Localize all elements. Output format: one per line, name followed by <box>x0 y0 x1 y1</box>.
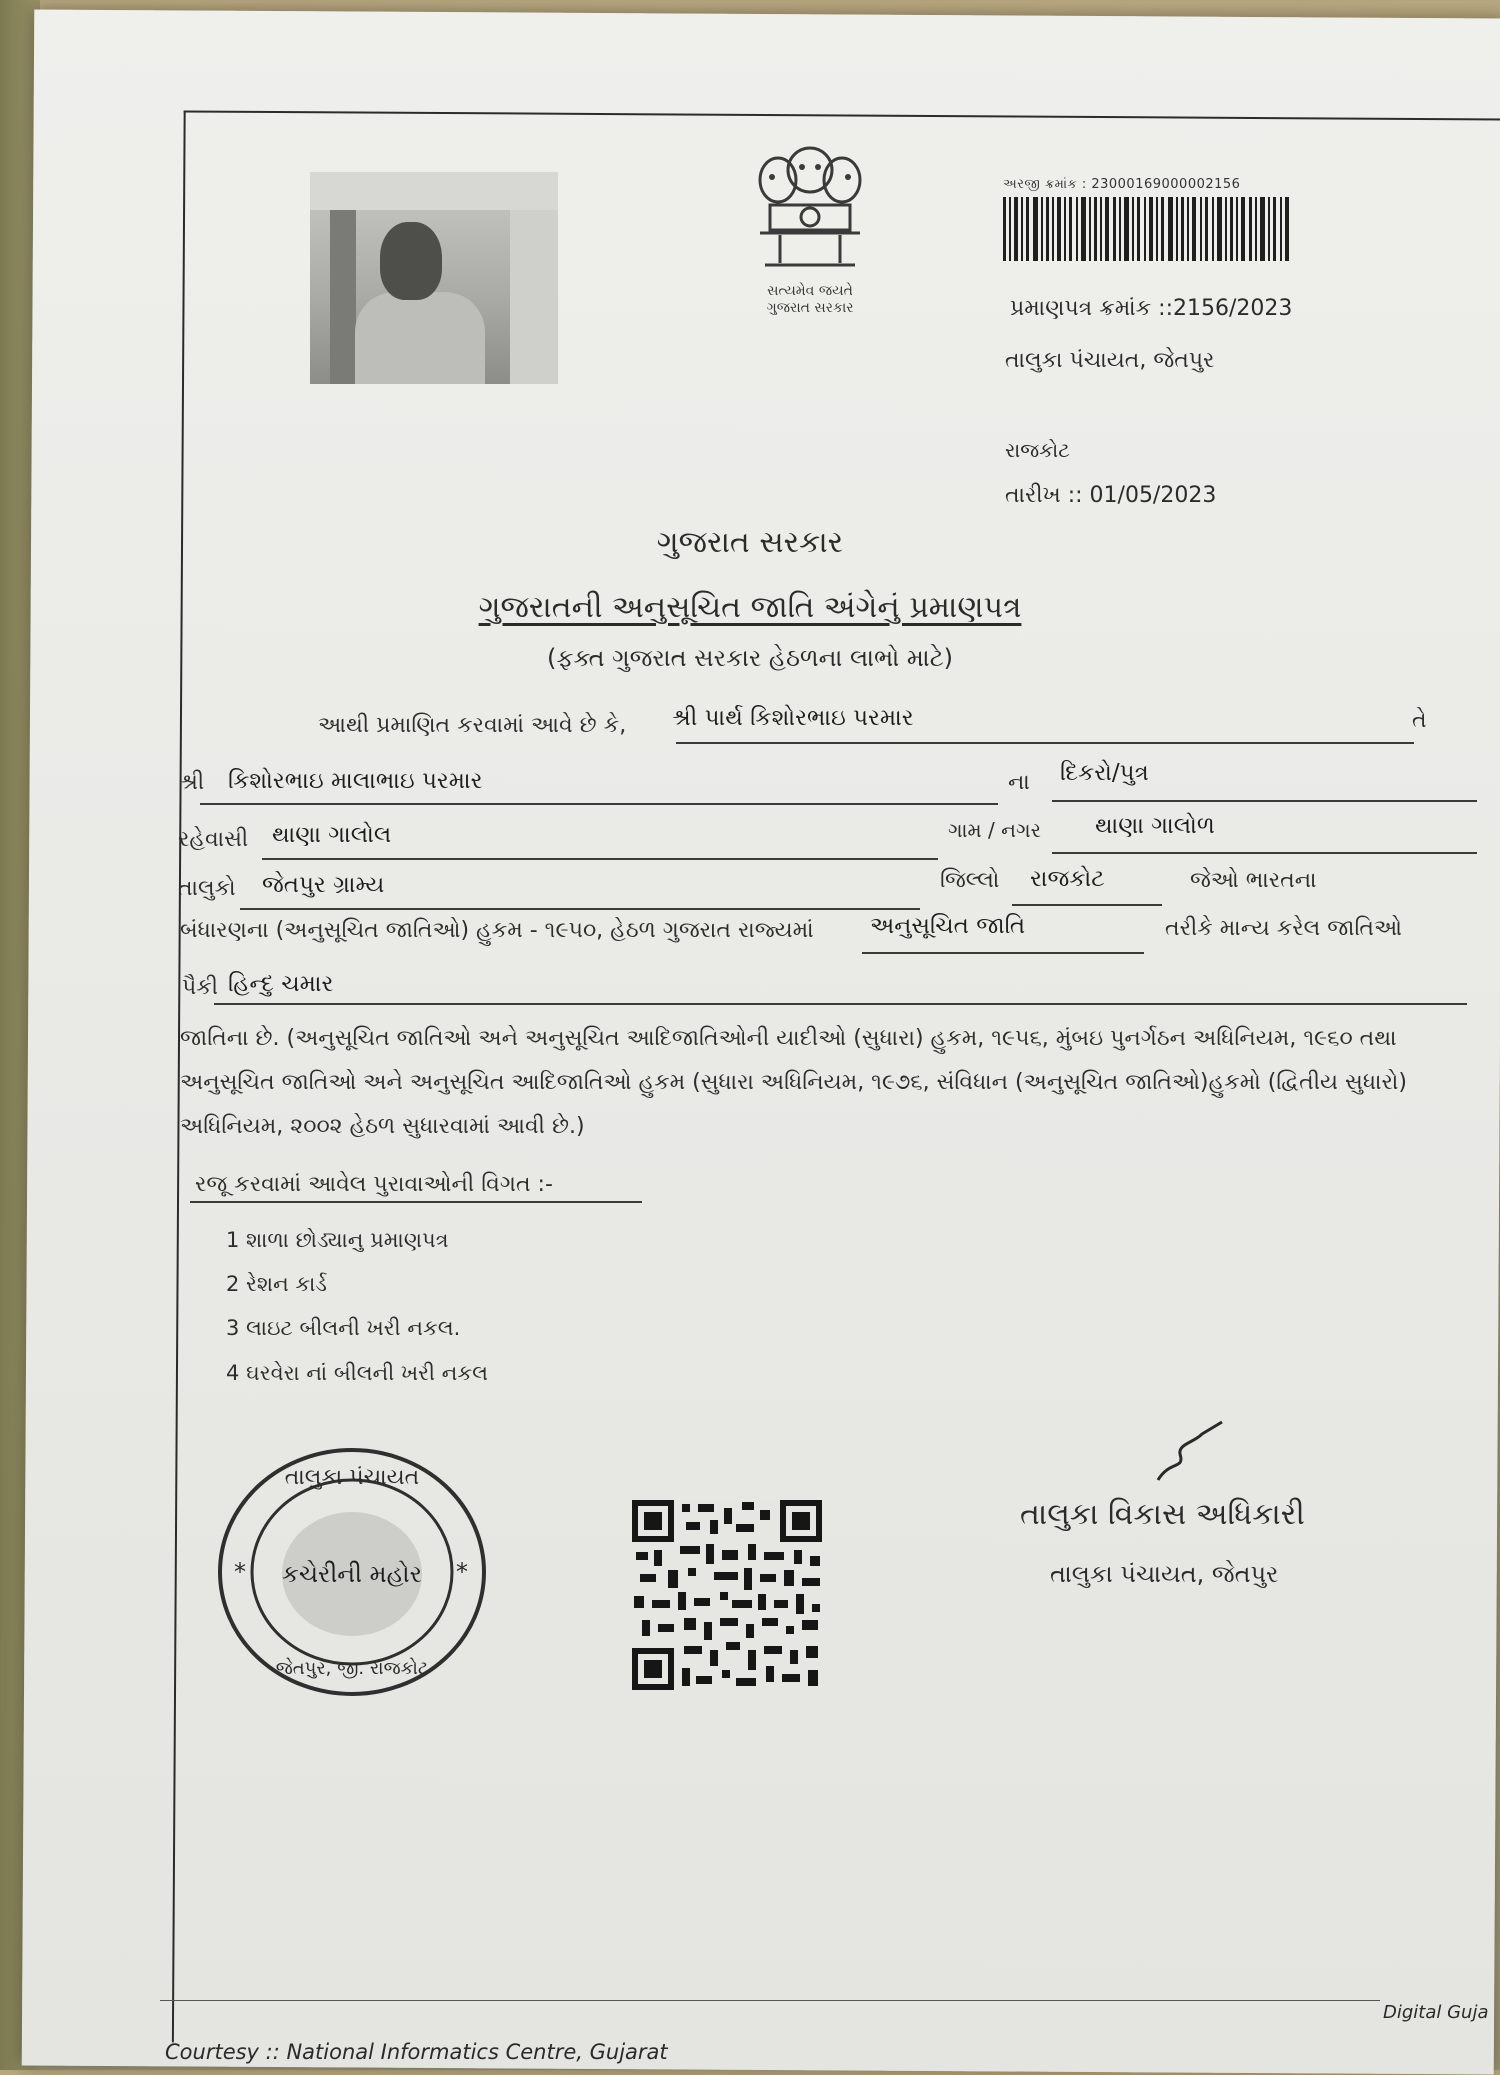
category-value: અનુસૂચિત જાતિ <box>870 913 1026 939</box>
paragraph-line-3: અધિનિયમ, ૨૦૦૨ હેઠળ સુધારવામાં આવી છે.) <box>180 1114 585 1139</box>
evidence-item: 4 ઘરવેરા નાં બીલની ખરી નકલ <box>226 1361 489 1385</box>
taluka-label: તાલુકો <box>178 876 236 901</box>
signature-scribble-icon <box>1150 1420 1230 1490</box>
evidence-item: 3 લાઇટ બીલની ખરી નકલ. <box>226 1316 461 1340</box>
category-line <box>862 952 1144 954</box>
resident-line <box>262 858 938 860</box>
village-value: થાણા ગાલોળ <box>1095 813 1215 839</box>
seal-bottom-text: જેતપુર, જી. રાજકોટ <box>275 1658 429 1679</box>
district-line <box>1012 904 1162 906</box>
district-name: રાજકોટ <box>1005 438 1070 462</box>
relation-value: દિકરો/પુત્ર <box>1060 760 1149 786</box>
certificate-title: ગુજરાતની અનુસૂચિત જાતિ અંગેનું પ્રમાણપત્ર <box>478 590 1022 625</box>
recognized-text: તરીકે માન્ય કરેલ જાતિઓ <box>1165 916 1402 941</box>
state-emblem-icon <box>740 135 880 285</box>
issuing-office: તાલુકા પંચાયત, જેતપુર <box>1005 348 1215 373</box>
emblem-caption <box>735 283 885 317</box>
resident-value: થાણા ગાલોલ <box>272 822 392 848</box>
person-name: શ્રી પાર્થ કિશોરભાઇ પરમાર <box>672 705 914 731</box>
seal-middle-text: કચેરીની મહોર <box>281 1560 423 1588</box>
father-name-line <box>200 803 998 805</box>
constitution-text: બંધારણના (અનુસૂચિત જાતિઓ) હુકમ - ૧૯૫૦, હેઠળ ગુજરાત રાજ્યમાં <box>180 918 814 943</box>
resident-label: રહેવાસી <box>178 827 249 852</box>
office-seal-icon <box>212 1442 492 1702</box>
paragraph-line-2: અનુસૂચિત જાતિઓ અને અનુસૂચિત આદિજાતિઓ હુકમ (સુધારા અધિનિયમ, ૧૯૭૬, સંવિધાન (અનુસૂચિત જાતિઓ)હુકમો (દ્વિતીય સુધારો) <box>180 1070 1407 1095</box>
caste-value: હિન્દુ ચમાર <box>228 971 334 997</box>
barcode <box>1003 197 1293 261</box>
taluka-line <box>240 908 920 910</box>
evidence-heading-line <box>190 1201 642 1203</box>
signatory-office: તાલુકા પંચાયત, જેતપુર <box>1050 1560 1279 1588</box>
footer-line <box>160 2000 1380 2001</box>
evidence-item: 1 શાળા છોડ્યાનુ પ્રમાણપત્ર <box>226 1228 449 1252</box>
village-label: ગામ / નગર <box>948 818 1041 842</box>
government-title: ગુજરાત સરકાર <box>656 525 844 560</box>
svg-text:*: * <box>456 1558 468 1586</box>
legal-paragraph <box>180 1017 1450 1149</box>
district-value: રાજકોટ <box>1030 866 1105 892</box>
district-label: જિલ્લો <box>940 868 1000 893</box>
certificate-note: (ફક્ત ગુજરાત સરકાર હેઠળના લાભો માટે) <box>546 644 954 672</box>
te-label: તે <box>1412 708 1427 733</box>
paiki-label: પૈકી <box>182 975 219 1000</box>
signatory-title: તાલુકા વિકાસ અધિકારી <box>1020 1497 1305 1532</box>
father-name: કિશોરભાઇ માલાભાઇ પરમાર <box>228 768 483 794</box>
issue-date: તારીખ :: 01/05/2023 <box>1005 483 1217 508</box>
bharatna-label: જેઓ ભારતના <box>1190 868 1317 893</box>
taluka-value: જેતપુર ગ્રામ્ય <box>262 872 385 898</box>
evidence-item: 2 રેશન કાર્ડ <box>226 1272 327 1296</box>
paragraph-line-1: જાતિના છે. (અનુસૂચિત જાતિઓ અને અનુસૂચિત આદિજાતિઓની યાદીઓ (સુધારા) હુકમ, ૧૯૫૬, મુંબઇ પુનર્ગઠન અધિનિયમ, ૧૯૬૦ તથા <box>180 1026 1397 1051</box>
caste-line <box>214 1003 1467 1005</box>
emblem-caption-line1: સત્યમેવ જયતે <box>767 283 853 299</box>
emblem-caption-line2: ગુજરાત સરકાર <box>766 300 854 316</box>
footer-digital: Digital Guja <box>1383 2002 1489 2023</box>
svg-text:*: * <box>234 1558 246 1586</box>
village-line <box>1052 852 1477 854</box>
evidence-heading: રજૂ કરવામાં આવેલ પુરાવાઓની વિગત :- <box>195 1172 553 1197</box>
seal-top-text: તાલુકા પંચાયત <box>284 1465 420 1490</box>
applicant-photo <box>310 172 558 384</box>
na-label: ના <box>1008 770 1030 795</box>
footer-courtesy: Courtesy :: National Informatics Centre, Gujarat <box>165 2040 668 2064</box>
person-name-line <box>676 742 1414 744</box>
certify-prefix: આથી પ્રમાણિત કરવામાં આવે છે કે, <box>318 713 627 738</box>
shri-label: શ્રી <box>180 770 205 795</box>
qr-code <box>632 1500 822 1690</box>
certificate-number: પ્રમાણપત્ર ક્રમાંક ::2156/2023 <box>1010 296 1293 321</box>
application-number: અરજી ક્રમાંક : 23000169000002156 <box>1003 177 1241 192</box>
relation-line <box>1052 800 1477 802</box>
